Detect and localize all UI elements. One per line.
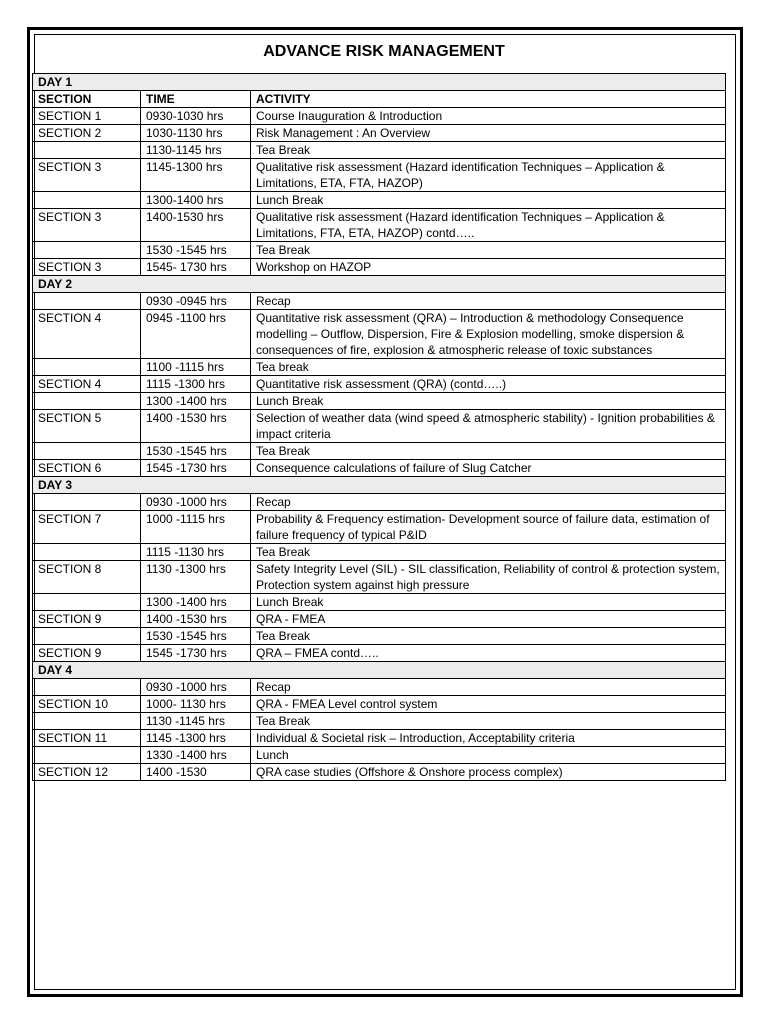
section-cell: SECTION 3 xyxy=(33,209,141,242)
activity-cell: Safety Integrity Level (SIL) - SIL classification, Reliability of control & protection system, Protection system against high pressure xyxy=(251,561,726,594)
time-cell: 1000 -1115 hrs xyxy=(141,511,251,544)
time-cell: 1130-1145 hrs xyxy=(141,142,251,159)
section-cell xyxy=(33,713,141,730)
schedule-row xyxy=(33,696,726,713)
schedule-row xyxy=(33,242,726,259)
activity-cell: Lunch Break xyxy=(251,192,726,209)
schedule-row xyxy=(33,494,726,511)
activity-cell: Quantitative risk assessment (QRA) – Introduction & methodology Consequence modelling – Outflow, Dispersion, Fire & Explosion modelling, smoke dispersion & consequences of fire, explosion & atmospheric release of toxic substances xyxy=(251,310,726,359)
section-cell: SECTION 6 xyxy=(33,460,141,477)
activity-cell: Consequence calculations of failure of Slug Catcher xyxy=(251,460,726,477)
section-cell xyxy=(33,544,141,561)
section-cell: SECTION 9 xyxy=(33,611,141,628)
schedule-row xyxy=(33,511,726,544)
day-header-row xyxy=(33,477,726,494)
day-label: DAY 4 xyxy=(33,662,726,679)
schedule-row xyxy=(33,359,726,376)
activity-cell: Tea Break xyxy=(251,713,726,730)
day-label: DAY 1 xyxy=(33,74,726,91)
schedule-row xyxy=(33,192,726,209)
section-cell xyxy=(33,293,141,310)
activity-cell: QRA case studies (Offshore & Onshore process complex) xyxy=(251,764,726,781)
time-cell: 1300 -1400 hrs xyxy=(141,393,251,410)
schedule-table xyxy=(32,73,726,781)
time-cell: 1130 -1300 hrs xyxy=(141,561,251,594)
section-cell xyxy=(33,142,141,159)
schedule-row xyxy=(33,730,726,747)
section-cell xyxy=(33,594,141,611)
schedule-row xyxy=(33,410,726,443)
schedule-row xyxy=(33,310,726,359)
section-cell xyxy=(33,494,141,511)
time-cell: 0930 -0945 hrs xyxy=(141,293,251,310)
schedule-row xyxy=(33,460,726,477)
section-cell: SECTION 2 xyxy=(33,125,141,142)
day-header-row xyxy=(33,74,726,91)
time-cell: 1145 -1300 hrs xyxy=(141,730,251,747)
section-cell: SECTION 1 xyxy=(33,108,141,125)
activity-cell: Recap xyxy=(251,679,726,696)
column-header-activity: ACTIVITY xyxy=(251,91,726,108)
schedule-row xyxy=(33,159,726,192)
time-cell: 1145-1300 hrs xyxy=(141,159,251,192)
time-cell: 1530 -1545 hrs xyxy=(141,242,251,259)
section-cell: SECTION 5 xyxy=(33,410,141,443)
time-cell: 1115 -1130 hrs xyxy=(141,544,251,561)
section-cell: SECTION 11 xyxy=(33,730,141,747)
document-title: ADVANCE RISK MANAGEMENT xyxy=(263,43,505,60)
activity-cell: Tea Break xyxy=(251,443,726,460)
activity-cell: Recap xyxy=(251,494,726,511)
time-cell: 1115 -1300 hrs xyxy=(141,376,251,393)
activity-cell: Tea Break xyxy=(251,544,726,561)
activity-cell: QRA - FMEA xyxy=(251,611,726,628)
section-cell xyxy=(33,443,141,460)
section-cell xyxy=(33,192,141,209)
schedule-row xyxy=(33,561,726,594)
time-cell: 1000- 1130 hrs xyxy=(141,696,251,713)
schedule-row xyxy=(33,293,726,310)
time-cell: 1300-1400 hrs xyxy=(141,192,251,209)
time-cell: 0930-1030 hrs xyxy=(141,108,251,125)
schedule-row xyxy=(33,376,726,393)
time-cell: 1530 -1545 hrs xyxy=(141,628,251,645)
time-cell: 1545- 1730 hrs xyxy=(141,259,251,276)
schedule-row xyxy=(33,764,726,781)
schedule-row xyxy=(33,209,726,242)
schedule-row xyxy=(33,713,726,730)
time-cell: 1530 -1545 hrs xyxy=(141,443,251,460)
day-header-row xyxy=(33,662,726,679)
schedule-row xyxy=(33,142,726,159)
day-label: DAY 3 xyxy=(33,477,726,494)
time-cell: 1100 -1115 hrs xyxy=(141,359,251,376)
section-cell: SECTION 10 xyxy=(33,696,141,713)
activity-cell: Probability & Frequency estimation- Development source of failure data, estimation of failure frequency of typical P&ID xyxy=(251,511,726,544)
time-cell: 0945 -1100 hrs xyxy=(141,310,251,359)
time-cell: 0930 -1000 hrs xyxy=(141,679,251,696)
column-header-time: TIME xyxy=(141,91,251,108)
section-cell xyxy=(33,359,141,376)
schedule-row xyxy=(33,645,726,662)
schedule-row xyxy=(33,679,726,696)
time-cell: 1030-1130 hrs xyxy=(141,125,251,142)
schedule-row xyxy=(33,747,726,764)
schedule-row xyxy=(33,628,726,645)
activity-cell: Lunch Break xyxy=(251,594,726,611)
section-cell: SECTION 4 xyxy=(33,376,141,393)
activity-cell: Tea Break xyxy=(251,628,726,645)
time-cell: 1400-1530 hrs xyxy=(141,209,251,242)
schedule-row xyxy=(33,125,726,142)
schedule-row xyxy=(33,393,726,410)
section-cell: SECTION 12 xyxy=(33,764,141,781)
section-cell: SECTION 3 xyxy=(33,259,141,276)
section-cell: SECTION 3 xyxy=(33,159,141,192)
section-cell xyxy=(33,628,141,645)
activity-cell: Tea Break xyxy=(251,242,726,259)
activity-cell: QRA – FMEA contd….. xyxy=(251,645,726,662)
activity-cell: Tea Break xyxy=(251,142,726,159)
activity-cell: Qualitative risk assessment (Hazard identification Techniques – Application & Limitations, FTA, ETA, HAZOP) contd….. xyxy=(251,209,726,242)
time-cell: 1400 -1530 hrs xyxy=(141,611,251,628)
schedule-row xyxy=(33,594,726,611)
time-cell: 1545 -1730 hrs xyxy=(141,645,251,662)
activity-cell: Individual & Societal risk – Introduction, Acceptability criteria xyxy=(251,730,726,747)
schedule-row xyxy=(33,611,726,628)
activity-cell: Lunch xyxy=(251,747,726,764)
activity-cell: Selection of weather data (wind speed & atmospheric stability) - Ignition probabilities & impact criteria xyxy=(251,410,726,443)
activity-cell: Workshop on HAZOP xyxy=(251,259,726,276)
section-cell: SECTION 7 xyxy=(33,511,141,544)
schedule-row xyxy=(33,259,726,276)
time-cell: 1400 -1530 xyxy=(141,764,251,781)
day-header-row xyxy=(33,276,726,293)
section-cell xyxy=(33,242,141,259)
activity-cell: Course Inauguration & Introduction xyxy=(251,108,726,125)
time-cell: 1300 -1400 hrs xyxy=(141,594,251,611)
activity-cell: Quantitative risk assessment (QRA) (contd…..) xyxy=(251,376,726,393)
schedule-row xyxy=(33,544,726,561)
column-header-row xyxy=(33,91,726,108)
activity-cell: Tea break xyxy=(251,359,726,376)
schedule-row xyxy=(33,443,726,460)
schedule-row xyxy=(33,108,726,125)
section-cell xyxy=(33,679,141,696)
section-cell: SECTION 8 xyxy=(33,561,141,594)
section-cell xyxy=(33,393,141,410)
time-cell: 1330 -1400 hrs xyxy=(141,747,251,764)
activity-cell: Recap xyxy=(251,293,726,310)
column-header-section: SECTION xyxy=(33,91,141,108)
day-label: DAY 2 xyxy=(33,276,726,293)
time-cell: 0930 -1000 hrs xyxy=(141,494,251,511)
time-cell: 1545 -1730 hrs xyxy=(141,460,251,477)
section-cell xyxy=(33,747,141,764)
activity-cell: Risk Management : An Overview xyxy=(251,125,726,142)
section-cell: SECTION 9 xyxy=(33,645,141,662)
activity-cell: Qualitative risk assessment (Hazard identification Techniques – Application & Limitations, ETA, FTA, HAZOP) xyxy=(251,159,726,192)
section-cell: SECTION 4 xyxy=(33,310,141,359)
time-cell: 1400 -1530 hrs xyxy=(141,410,251,443)
activity-cell: QRA - FMEA Level control system xyxy=(251,696,726,713)
time-cell: 1130 -1145 hrs xyxy=(141,713,251,730)
activity-cell: Lunch Break xyxy=(251,393,726,410)
